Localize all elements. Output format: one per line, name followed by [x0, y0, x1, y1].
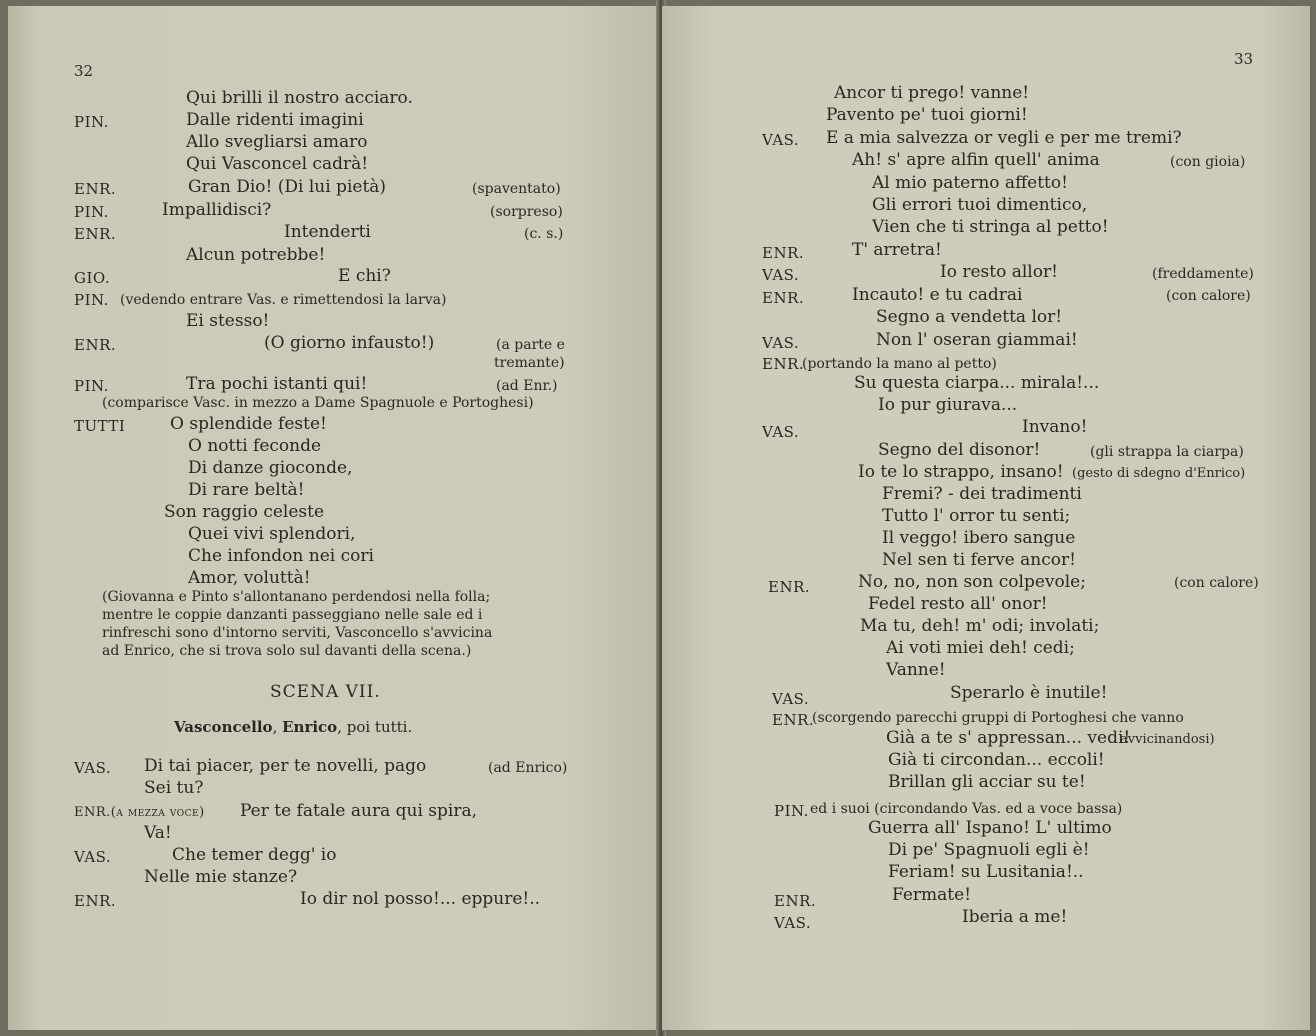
verse-line: No, no, non son colpevole;	[858, 572, 1086, 592]
stage-direction: (comparisce Vasc. in mezzo a Dame Spagnuole e Portoghesi)	[102, 395, 534, 411]
speaker-label: ENR.	[74, 336, 117, 354]
verse-line: Ai voti miei deh! cedi;	[886, 638, 1075, 658]
verse-line: Ma tu, deh! m' odi; involati;	[860, 616, 1100, 636]
speaker-label: ENR.(a mezza voce)	[74, 805, 205, 820]
verse-line: Sei tu?	[144, 778, 204, 798]
speaker-label: TUTTI	[74, 417, 126, 435]
verse-line: E chi?	[338, 266, 391, 286]
speaker-label: VAS.	[772, 690, 810, 708]
scene-heading: SCENA VII.	[270, 682, 381, 702]
verse-line: Gli errori tuoi dimentico,	[872, 195, 1088, 215]
speaker-label: ENR.	[74, 225, 117, 243]
stage-direction: (sorpreso)	[490, 204, 563, 220]
verse-line: Guerra all' Ispano! L' ultimo	[868, 818, 1112, 838]
verse-line: Amor, voluttà!	[188, 568, 311, 588]
verse-line: Non l' oseran giammai!	[876, 330, 1078, 350]
verse-line: Vanne!	[886, 660, 946, 680]
cast-name: Enrico	[282, 718, 338, 736]
speaker-label: ENR.	[762, 289, 805, 307]
speaker-label: ENR.	[772, 711, 815, 729]
speaker-label: VAS.	[74, 848, 112, 866]
speaker-label: VAS.	[762, 334, 800, 352]
speaker-label: ENR.	[74, 892, 117, 910]
verse-line: (O giorno infausto!)	[264, 333, 435, 353]
verse-line: Che temer degg' io	[172, 845, 337, 865]
verse-line: Allo svegliarsi amaro	[186, 132, 368, 152]
verse-line: Segno del disonor!	[878, 440, 1041, 460]
speaker-label: PIN.	[74, 203, 109, 221]
stage-note-line: (Giovanna e Pinto s'allontanano perdendosi nella folla;	[102, 589, 491, 605]
scene-cast	[174, 718, 412, 736]
stage-direction: (vedendo entrare Vas. e rimettendosi la larva)	[120, 292, 447, 308]
verse-line: Nelle mie stanze?	[144, 867, 298, 887]
verse-line: Impallidisci?	[162, 200, 272, 220]
speaker-label: VAS.	[762, 423, 800, 441]
verse-line: Fremi? - dei tradimenti	[882, 484, 1082, 504]
verse-line: Tra pochi istanti qui!	[186, 374, 368, 394]
verse-line: Già ti circondan... eccoli!	[888, 750, 1105, 770]
verse-line: Quei vivi splendori,	[188, 524, 356, 544]
verse-line: Ei stesso!	[186, 311, 270, 331]
cast-name: Vasconcello	[174, 718, 273, 736]
verse-line: Su questa ciarpa... mirala!...	[854, 373, 1100, 393]
stage-direction: (c. s.)	[524, 226, 564, 242]
verse-line: Nel sen ti ferve ancor!	[882, 550, 1076, 570]
stage-direction: (gli strappa la ciarpa)	[1090, 444, 1244, 460]
stage-note-line: mentre le coppie danzanti passeggiano nelle sale ed i	[102, 607, 483, 623]
speaker-label: VAS.	[774, 914, 812, 932]
verse-line: Invano!	[1022, 417, 1088, 437]
cast-separator: ,	[272, 718, 283, 736]
stage-note-line: ad Enrico, che si trova solo sul davanti della scena.)	[102, 643, 472, 659]
verse-line: Va!	[144, 823, 172, 843]
stage-direction: (con gioia)	[1170, 154, 1246, 170]
stage-direction: (ad Enr.)	[496, 378, 558, 394]
verse-line: Di rare beltà!	[188, 480, 305, 500]
stage-direction: (freddamente)	[1152, 266, 1254, 282]
stage-direction: ed i suoi (circondando Vas. ed a voce bassa)	[810, 801, 1123, 817]
speaker-label: ENR.	[762, 244, 805, 262]
verse-line: Gran Dio! (Di lui pietà)	[188, 177, 387, 197]
right-page	[662, 6, 1310, 1030]
stage-direction: (ad Enrico)	[488, 760, 568, 776]
verse-line: Son raggio celeste	[164, 502, 325, 522]
stage-direction: (scorgendo parecchi gruppi di Portoghesi che vanno	[812, 710, 1184, 726]
verse-line: Di danze gioconde,	[188, 458, 353, 478]
verse-line: Vien che ti stringa al petto!	[872, 217, 1109, 237]
verse-line: Che infondon nei cori	[188, 546, 374, 566]
speaker-label: VAS.	[762, 131, 800, 149]
speaker-label: GIO.	[74, 269, 111, 287]
stage-direction: tremante)	[494, 355, 565, 371]
stage-direction: (a parte e	[496, 337, 565, 353]
verse-line: Io te lo strappo, insano!	[858, 462, 1064, 482]
speaker-label: VAS.	[762, 266, 800, 284]
stage-direction: (con calore)	[1166, 288, 1251, 304]
verse-line: Qui Vasconcel cadrà!	[186, 154, 369, 174]
speaker-label: VAS.	[74, 759, 112, 777]
speaker-label: ENR.	[762, 355, 805, 373]
speaker-label: PIN.	[74, 377, 109, 395]
verse-line: Fedel resto all' onor!	[868, 594, 1048, 614]
verse-line: Ah! s' apre alfin quell' anima	[852, 150, 1100, 170]
verse-line: E a mia salvezza or vegli e per me tremi?	[826, 128, 1182, 148]
speaker-label: ENR.	[768, 578, 811, 596]
verse-line: Tutto l' orror tu senti;	[882, 506, 1071, 526]
speaker-label: ENR.	[74, 180, 117, 198]
verse-line: Sperarlo è inutile!	[950, 683, 1108, 703]
cast-rest: , poi tutti.	[337, 718, 413, 736]
stage-direction: (con calore)	[1174, 575, 1259, 591]
verse-line: T' arretra!	[852, 240, 942, 260]
speaker-label: PIN.	[774, 802, 809, 820]
verse-line: Segno a vendetta lor!	[876, 307, 1063, 327]
page-number: 33	[1234, 50, 1254, 68]
speaker-label: PIN.	[74, 291, 109, 309]
verse-line: Già a te s' appressan... vedi!	[886, 728, 1131, 748]
verse-line: Di pe' Spagnuoli egli è!	[888, 840, 1090, 860]
stage-direction: (portando la mano al petto)	[802, 356, 997, 372]
verse-line: Al mio paterno affetto!	[872, 173, 1068, 193]
verse-line: O notti feconde	[188, 436, 322, 456]
verse-line: Io pur giurava...	[878, 395, 1018, 415]
verse-line: Iberia a me!	[962, 907, 1068, 927]
speaker-label: PIN.	[74, 113, 109, 131]
verse-line: Il veggo! ibero sangue	[882, 528, 1076, 548]
verse-line: Per te fatale aura qui spira,	[240, 801, 477, 821]
speaker-label: ENR.	[774, 892, 817, 910]
verse-line: Brillan gli acciar su te!	[888, 772, 1086, 792]
verse-line: Alcun potrebbe!	[186, 245, 326, 265]
verse-line: Io resto allor!	[940, 262, 1058, 282]
verse-line: Qui brilli il nostro acciaro.	[186, 88, 413, 108]
verse-line: Fermate!	[892, 885, 972, 905]
left-page	[8, 6, 660, 1030]
stage-note-line: rinfreschi sono d'intorno serviti, Vasconcello s'avvicina	[102, 625, 493, 641]
page-number: 32	[74, 62, 94, 80]
verse-line: Io dir nol posso!... eppure!..	[300, 889, 541, 909]
verse-line: Dalle ridenti imagini	[186, 110, 364, 130]
stage-direction: (spaventato)	[472, 181, 561, 197]
verse-line: Pavento pe' tuoi giorni!	[826, 105, 1028, 125]
stage-direction: (gesto di sdegno d'Enrico)	[1072, 466, 1246, 481]
verse-line: Incauto! e tu cadrai	[852, 285, 1023, 305]
stage-direction: avvicinandosi)	[1120, 732, 1215, 747]
verse-line: O splendide feste!	[170, 414, 327, 434]
verse-line: Intenderti	[284, 222, 371, 242]
verse-line: Ancor ti prego! vanne!	[834, 83, 1030, 103]
verse-line: Di tai piacer, per te novelli, pago	[144, 756, 427, 776]
verse-line: Feriam! su Lusitania!..	[888, 862, 1084, 882]
